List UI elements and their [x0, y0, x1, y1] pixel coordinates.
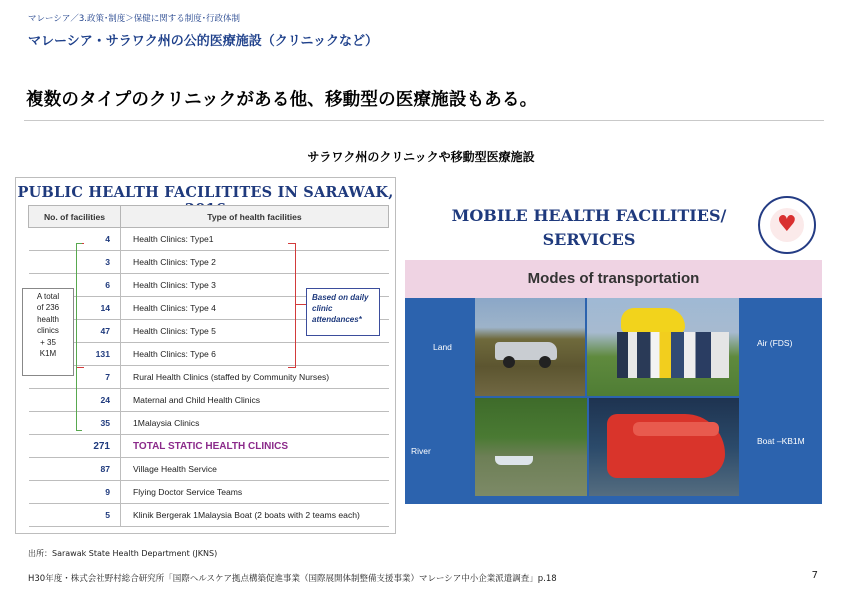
- figure-subtitle: サラワク州のクリニックや移動型医療施設: [307, 150, 535, 164]
- note-line: Based on daily: [312, 293, 369, 302]
- cell-count: 271: [29, 435, 121, 458]
- bracket-green-left: [76, 243, 82, 431]
- note-line: health: [37, 314, 59, 324]
- note-line: + 35: [40, 337, 56, 347]
- breadcrumb: マレーシア／3.政策･制度＞保健に関する制度･行政体制: [28, 14, 240, 24]
- cell-type: Health Clinics: Type 6: [121, 343, 389, 366]
- facility-table-title: PUBLIC HEALTH FACILITITES IN SARAWAK,: [17, 184, 394, 201]
- cell-count: 4: [29, 228, 121, 251]
- wheel-shape: [503, 356, 515, 368]
- cell-type: TOTAL STATIC HEALTH CLINICS: [121, 435, 389, 458]
- mobile-title-line: SERVICES: [542, 230, 636, 249]
- total-clinics-note: [22, 288, 74, 376]
- table-row: [29, 504, 389, 527]
- note-line: of 236: [36, 303, 60, 313]
- headline: 複数のタイプのクリニックがある他、移動型の医療施設もある。: [26, 90, 538, 110]
- cell-count: 47: [29, 320, 121, 343]
- label-river: River: [411, 446, 431, 456]
- facility-table-image: [15, 177, 396, 534]
- note-line: clinic: [312, 304, 333, 313]
- cell-type: Flying Doctor Service Teams: [121, 481, 389, 504]
- cell-count: 35: [29, 412, 121, 435]
- people-shape: [617, 332, 729, 378]
- cell-type: Health Clinics: Type 2: [121, 251, 389, 274]
- heart-icon: ♥: [777, 212, 797, 237]
- red-boat-roof-shape: [633, 422, 719, 436]
- table-header-row: [29, 206, 389, 228]
- cell-count: 7: [29, 366, 121, 389]
- helicopter-shape: [621, 308, 685, 334]
- label-boat: Boat –KB1M: [757, 436, 805, 446]
- note-line: K1M: [39, 349, 57, 359]
- label-air: Air (FDS): [757, 338, 793, 348]
- table-row: [29, 458, 389, 481]
- cell-type: Health Clinics: Type1: [121, 228, 389, 251]
- cell-type: Maternal and Child Health Clinics: [121, 389, 389, 412]
- col-header-type: Type of health facilities: [121, 206, 389, 228]
- cell-type: 1Malaysia Clinics: [121, 412, 389, 435]
- wheel-shape: [539, 356, 551, 368]
- cell-count: 24: [29, 389, 121, 412]
- mobile-title-line: MOBILE HEALTH FACILITIES/: [451, 206, 727, 225]
- air-photo: [587, 298, 739, 396]
- cell-type: Health Clinics: Type 3: [121, 274, 389, 297]
- col-header-count: No. of facilities: [29, 206, 121, 228]
- cell-type: Health Clinics: Type 5: [121, 320, 389, 343]
- cell-type: Village Health Service: [121, 458, 389, 481]
- table-row: [29, 366, 389, 389]
- cell-count: 9: [29, 481, 121, 504]
- mobile-facilities-image: [405, 192, 822, 504]
- modes-band: Modes of transportation: [405, 260, 822, 298]
- boat-photo: [589, 398, 739, 496]
- bracket-red-right: [288, 243, 296, 368]
- cell-count: 5: [29, 504, 121, 527]
- cell-count: 3: [29, 251, 121, 274]
- note-line: attendances*: [312, 315, 362, 324]
- bracket-red-tick: [296, 304, 306, 305]
- river-photo: [475, 398, 587, 496]
- note-line: A total: [36, 292, 60, 301]
- footer-citation: H30年度・株式会社野村総合研究所「国際ヘルスケア拠点構築促進事業（国際展開体制整備支援事業）マレーシア中小企業派遣調査」p.18: [28, 574, 557, 584]
- divider: [24, 120, 824, 121]
- page-title: マレーシア・サラワク州の公的医療施設（クリニックなど）: [28, 34, 378, 49]
- mobile-title: [439, 204, 739, 252]
- table-row: [29, 412, 389, 435]
- table-row: [29, 481, 389, 504]
- cell-count: 131: [29, 343, 121, 366]
- label-land: Land: [433, 342, 452, 352]
- health-department-logo: [758, 196, 816, 254]
- cell-count: 14: [29, 297, 121, 320]
- note-line: clinics: [37, 326, 59, 336]
- land-photo: [475, 298, 585, 396]
- cell-type: Rural Health Clinics (staffed by Community Nurses): [121, 366, 389, 389]
- cell-type: Klinik Bergerak 1Malaysia Boat (2 boats with 2 teams each): [121, 504, 389, 527]
- small-boat-shape: [495, 456, 533, 465]
- page-number: 7: [811, 570, 818, 581]
- table-row: [29, 389, 389, 412]
- table-row-total: [29, 435, 389, 458]
- daily-attendance-note: [306, 288, 380, 336]
- cell-count: 6: [29, 274, 121, 297]
- cell-type: Health Clinics: Type 4: [121, 297, 389, 320]
- mobile-header: [405, 192, 822, 260]
- cell-count: 87: [29, 458, 121, 481]
- source-note: 出所：Sarawak State Health Department (JKNS): [28, 549, 218, 558]
